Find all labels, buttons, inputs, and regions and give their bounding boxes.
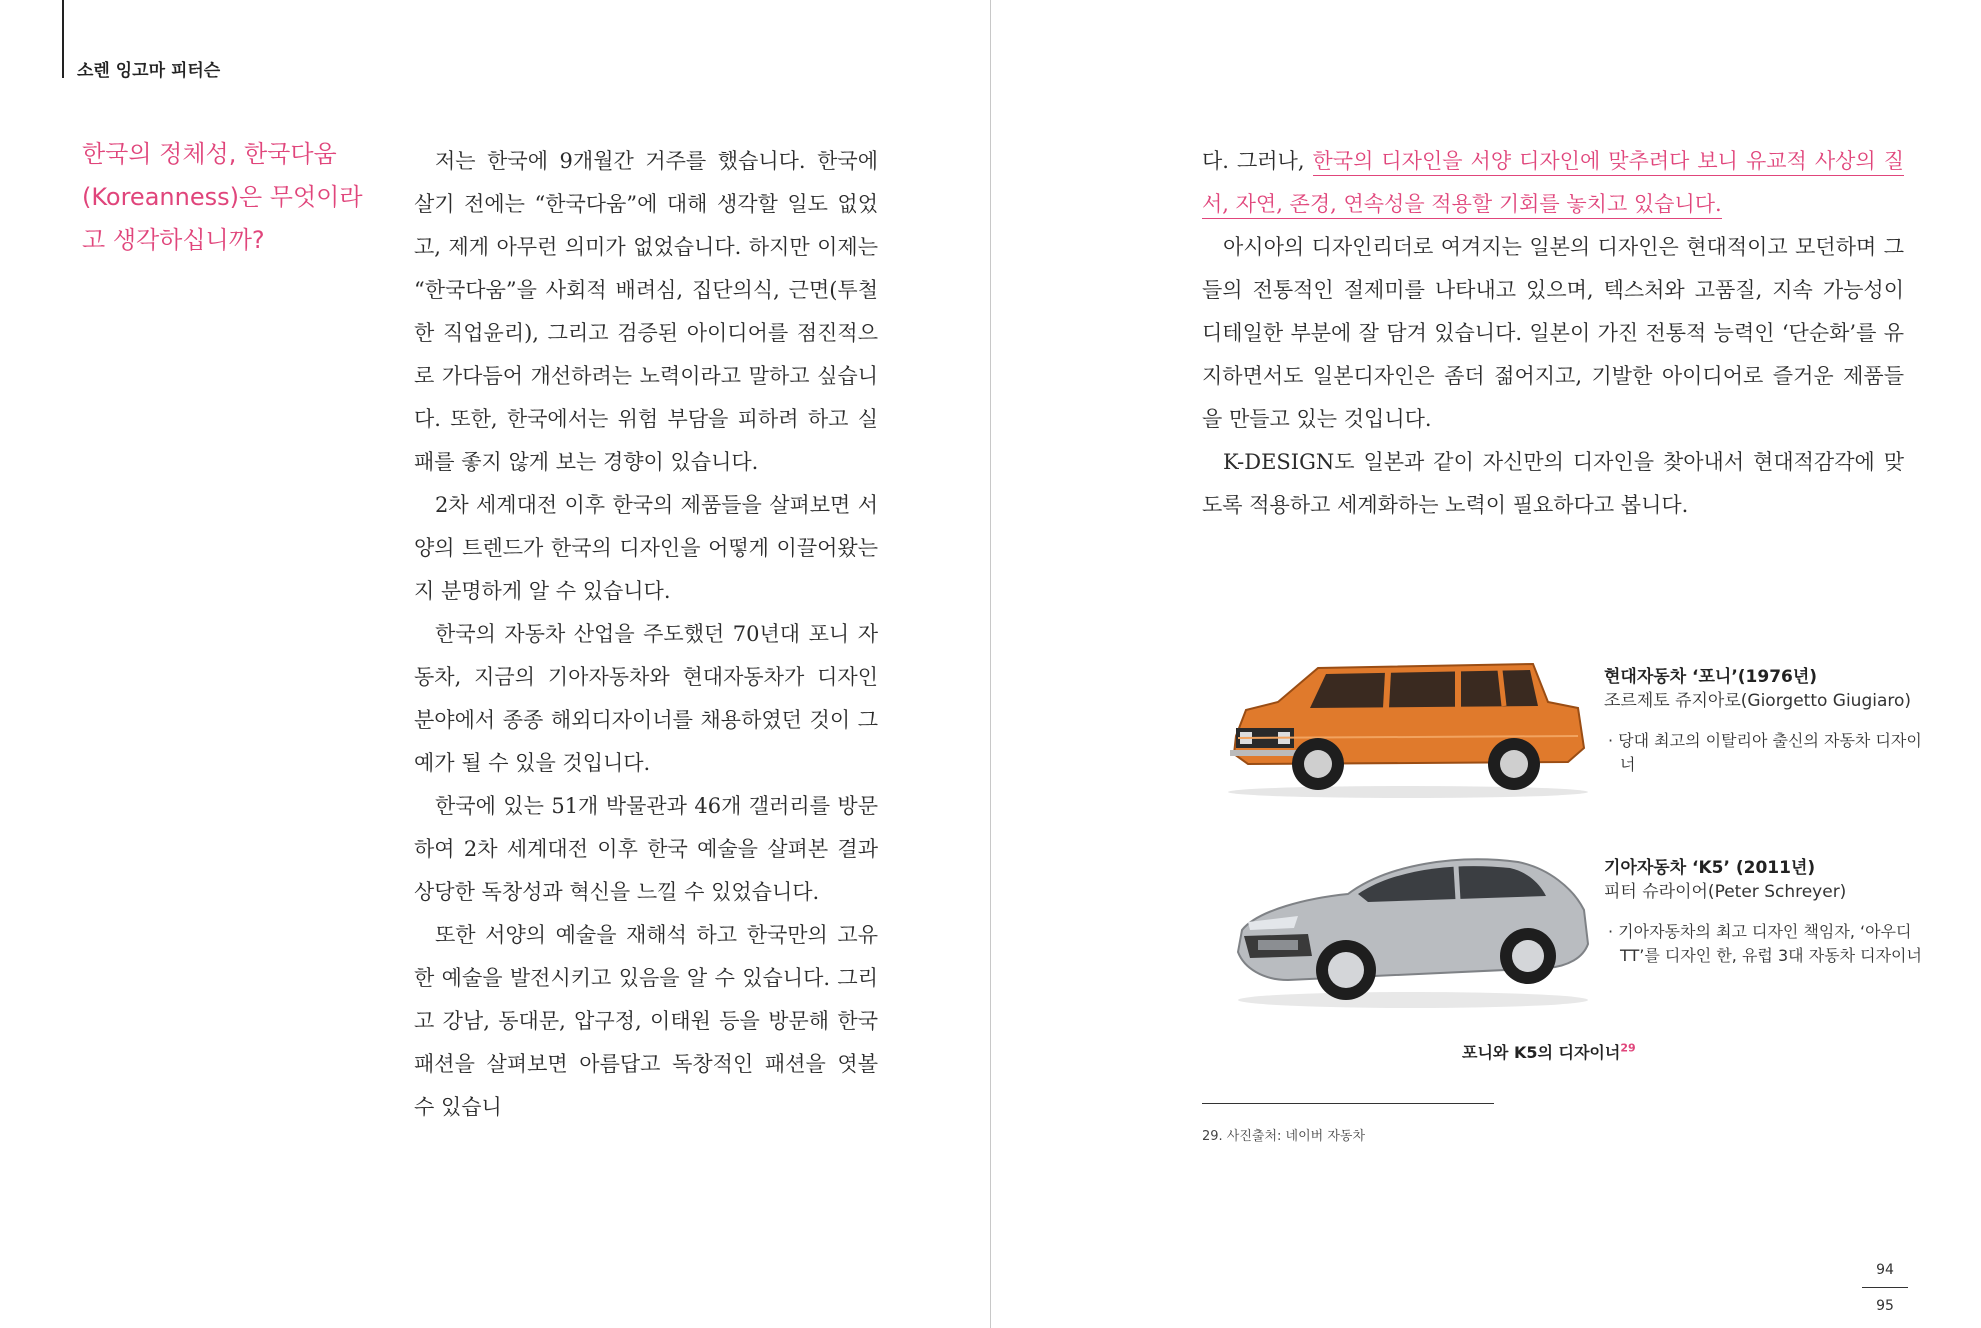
k5-caption-designer: 피터 슈라이어(Peter Schreyer) <box>1604 882 1847 902</box>
continued-text: 다. 그러나, <box>1202 149 1313 173</box>
left-body-column <box>414 140 878 1129</box>
right-body-column <box>1202 140 1904 527</box>
figure-caption <box>1462 1040 1636 1063</box>
continued-paragraph <box>1202 140 1904 226</box>
figure-caption-text: 포니와 K5의 디자이너 <box>1462 1043 1621 1062</box>
body-paragraph: 아시아의 디자인리더로 여겨지는 일본의 디자인은 현대적이고 모던하며 그들의 전통적인 절제미를 나타내고 있으며, 텍스처와 고품질, 지속 가능성이 디테일한 부분에 잘 담겨 있습니다. 일본이 가진 전통적 능력인 ‘단순화’를 유지하면서도 일본디자인은 좀더 젊어지고, 기발한 아이디어로 즐거운 제품들을 만들고 있는 것입니다. <box>1202 235 1904 431</box>
highlighted-text: 한국의 디자인을 서양 디자인에 맞추려다 보니 유교적 사상의 질서, 자연, 존경, 연속성을 적용할 기회를 놓치고 있습니다. <box>1202 149 1904 219</box>
footnote-rule <box>1202 1103 1494 1104</box>
body-paragraph: K-DESIGN도 일본과 같이 자신만의 디자인을 찾아내서 현대적감각에 맞도록 적용하고 세계화하는 노력이 필요하다고 봅니다. <box>1202 450 1904 517</box>
running-head: 소렌 잉고마 피터슨 <box>77 61 221 81</box>
body-paragraph: 한국에 있는 51개 박물관과 46개 갤러리를 방문하여 2차 세계대전 이후 한국 예술을 살펴본 결과 상당한 독창성과 혁신을 느낄 수 있었습니다. <box>414 794 878 904</box>
k5-caption <box>1604 856 1934 968</box>
pony-caption-title: 현대자동차 ‘포니’(1976년) <box>1604 667 1818 687</box>
pony-caption-designer: 조르제토 쥬지아로(Giorgetto Giugiaro) <box>1604 691 1912 711</box>
body-paragraph: 2차 세계대전 이후 한국의 제품들을 살펴보면 서양의 트렌드가 한국의 디자인을 어떻게 이끌어왔는지 분명하게 알 수 있습니다. <box>414 493 878 603</box>
page-spine <box>990 0 991 1328</box>
footnote: 29. 사진출처: 네이버 자동차 <box>1202 1129 1366 1144</box>
body-paragraph: 저는 한국에 9개월간 거주를 했습니다. 한국에 살기 전에는 “한국다움”에 대해 생각할 일도 없었고, 제게 아무런 의미가 없었습니다. 하지만 이제는 “한국다움”을 사회적 배려심, 집단의식, 근면(투철한 직업윤리), 그리고 검증된 아이디어를 점진적으로 가다듬어 개선하려는 노력이라고 말하고 싶습니다. 또한, 한국에서는 위험 부담을 피하려 하고 실패를 좋지 않게 보는 경향이 있습니다. <box>414 149 878 474</box>
pony-car-image <box>1218 650 1598 800</box>
k5-caption-note: · 기아자동차의 최고 디자인 책임자, ‘아우디 TT’를 디자인 한, 유럽 3대 자동차 디자이너 <box>1608 922 1922 965</box>
body-paragraph: 또한 서양의 예술을 재해석 하고 한국만의 고유한 예술을 발전시키고 있음을 알 수 있습니다. 그리고 강남, 동대문, 압구정, 이태원 등을 방문해 한국 패션을 살펴보면 아름답고 독창적인 패션을 엿볼 수 있습니 <box>414 923 878 1119</box>
k5-car-image <box>1228 840 1598 1015</box>
interview-question: 한국의 정체성, 한국다움 (Koreanness)은 무엇이라고 생각하십니까? <box>82 140 363 254</box>
body-paragraph: 한국의 자동차 산업을 주도했던 70년대 포니 자동차, 지금의 기아자동차와 현대자동차가 디자인 분야에서 종종 해외디자이너를 채용하였던 것이 그 예가 될 수 있을 것입니다. <box>414 622 878 775</box>
header-rule <box>62 0 64 78</box>
page-number-rule <box>1862 1287 1908 1288</box>
page-number-left: 94 <box>1876 1262 1894 1278</box>
pony-caption <box>1604 665 1934 777</box>
pony-caption-note: · 당대 최고의 이탈리아 출신의 자동차 디자이너 <box>1608 731 1922 774</box>
page-number-right: 95 <box>1876 1298 1894 1314</box>
k5-caption-title: 기아자동차 ‘K5’ (2011년) <box>1604 858 1816 878</box>
footnote-reference: 29 <box>1620 1041 1636 1055</box>
